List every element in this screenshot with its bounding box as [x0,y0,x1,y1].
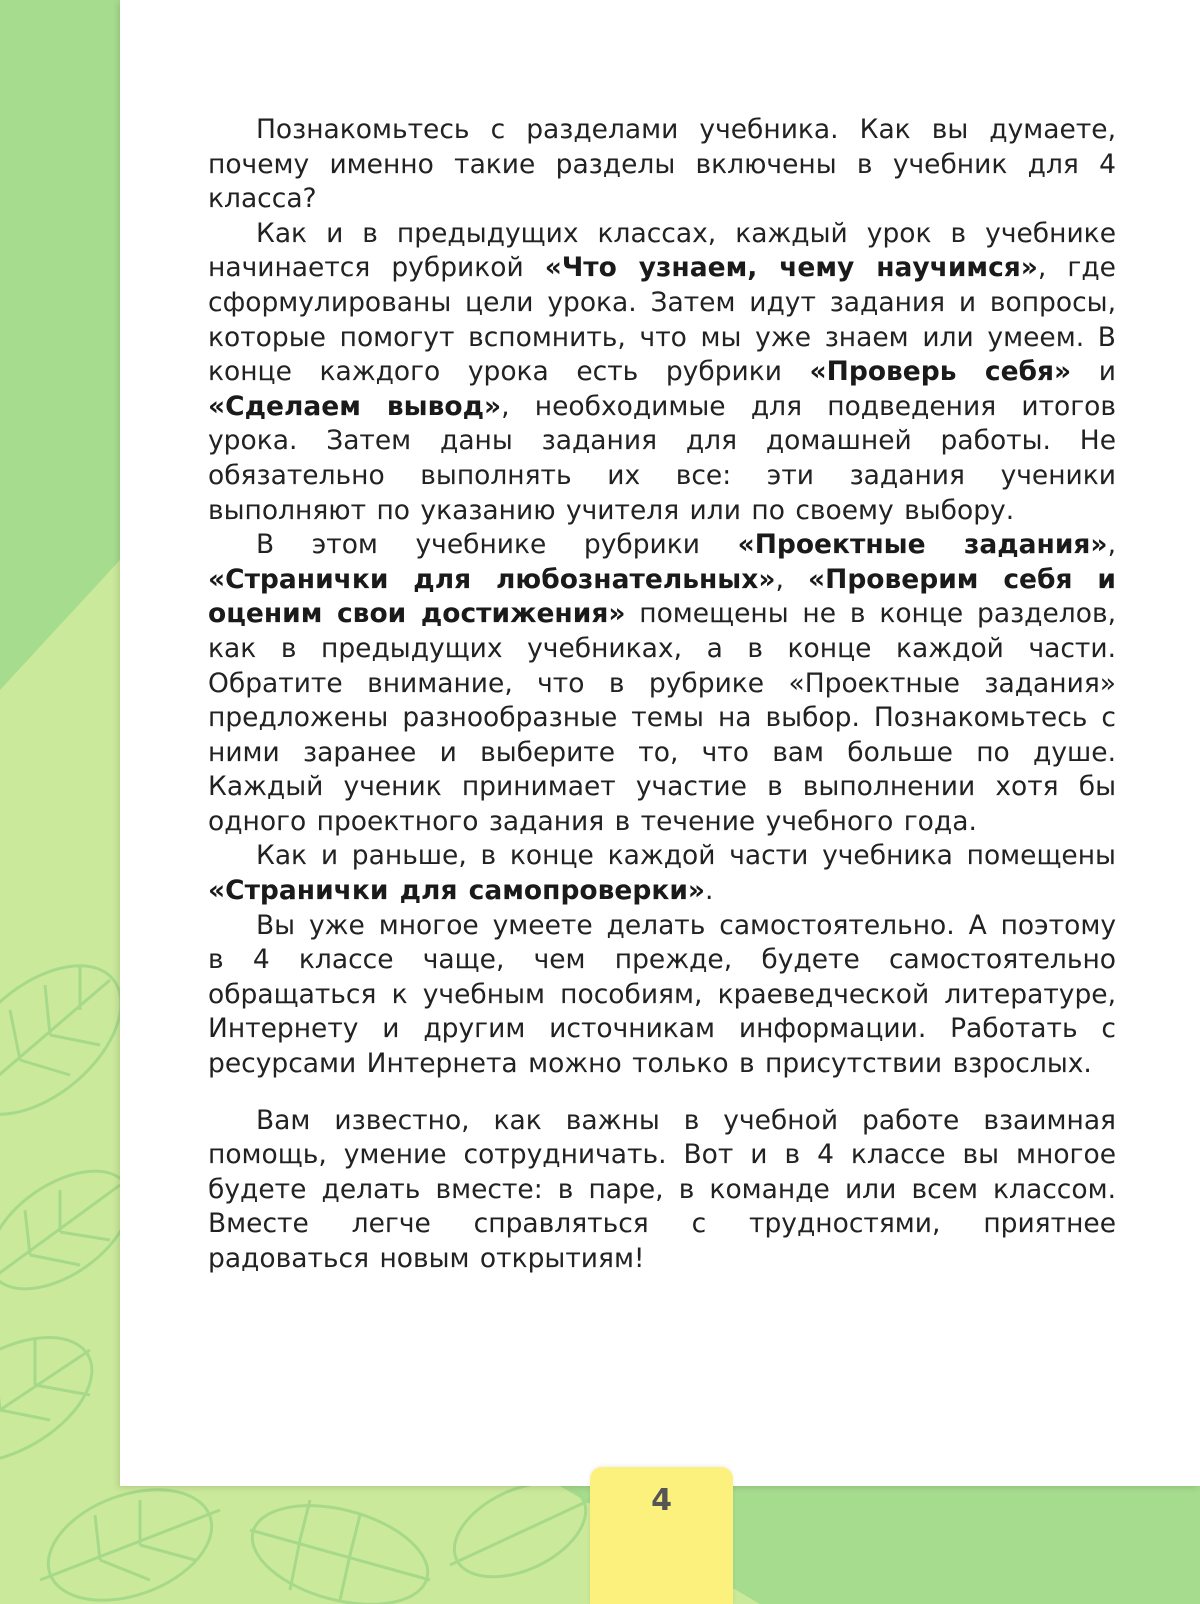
page-number-tab [590,1467,733,1604]
paragraph [208,113,1116,217]
paragraph [208,839,1116,908]
text-run: , [775,563,809,595]
paragraph [208,217,1116,528]
text-run: , [1107,529,1116,561]
leaf-pattern-left [0,0,120,1604]
rubric-name: «Что узнаем, чему научимся» [544,252,1038,284]
text-run: Вам известно, как важны в учебной работе взаимная помощь, умение сотрудничать. Вот и в 4 классе вы многое будете делать вместе: в паре, в команде или всем классом. Вместе легче справляться с трудностями, приятнее радоваться новым открытиям! [208,1104,1116,1274]
text-run: В этом учебнике рубрики [256,529,738,561]
text-run: Как и раньше, в конце каждой части учебника помещены [256,840,1116,872]
text-run: . [705,875,714,907]
rubric-name: «Проектные задания» [737,529,1108,561]
rubric-name: «Проверь себя» [809,356,1072,388]
text-run: Вы уже многое умеете делать самостоятельно. А поэтому в 4 классе чаще, чем прежде, будете самостоятельно обращаться к учебным пособиям, краеведческой литературе, Интернету и другим источникам информации. Работать с ресурсами Интернета можно только в присутствии взрослых. [208,909,1116,1080]
background-left-strip [0,0,120,1604]
rubric-name: «Странички для самопроверки» [208,875,706,907]
text-run: Познакомьтесь с разделами учебника. Как вы думаете, почему именно такие разделы включены в учебник для 4 класса? [208,114,1116,215]
rubric-name: «Проверим себя и оценим свои достижения» [208,563,1116,630]
page-number: 4 [651,1483,672,1518]
paragraph [208,909,1116,1082]
body-text [208,113,1116,1277]
paragraph [208,528,1116,839]
text-run: , где сформулированы цели урока. Затем идут задания и вопросы, которые помогут вспомнить, что мы уже знаем или умеем. В конце каждого урока есть рубрики [208,252,1116,388]
text-run: помещены не в конце разделов, как в предыдущих учебниках, а в конце каждой части. Обратите внимание, что в рубрике «Проектные задания» предложены разнообразные темы на выбор. Познакомьтесь с ними заранее и выберите то, что вам больше по душе. Каждый ученик принимает участие в выполнении хотя бы одного проектного задания в течение учебного года. [208,598,1116,837]
text-run: и [1071,356,1116,388]
rubric-name: «Сделаем вывод» [208,390,502,422]
text-run: , необходимые для подведения итогов урока. Затем даны задания для домашней работы. Не обязательно выполнять их все: эти задания ученики выполняют по указанию учителя или по своему выбору. [208,390,1116,526]
rubric-name: «Странички для любознательных» [208,563,776,595]
textbook-page [120,0,1200,1486]
text-run: Как и в предыдущих классах, каждый урок в учебнике начинается рубрикой [208,217,1116,284]
paragraph [208,1104,1116,1277]
